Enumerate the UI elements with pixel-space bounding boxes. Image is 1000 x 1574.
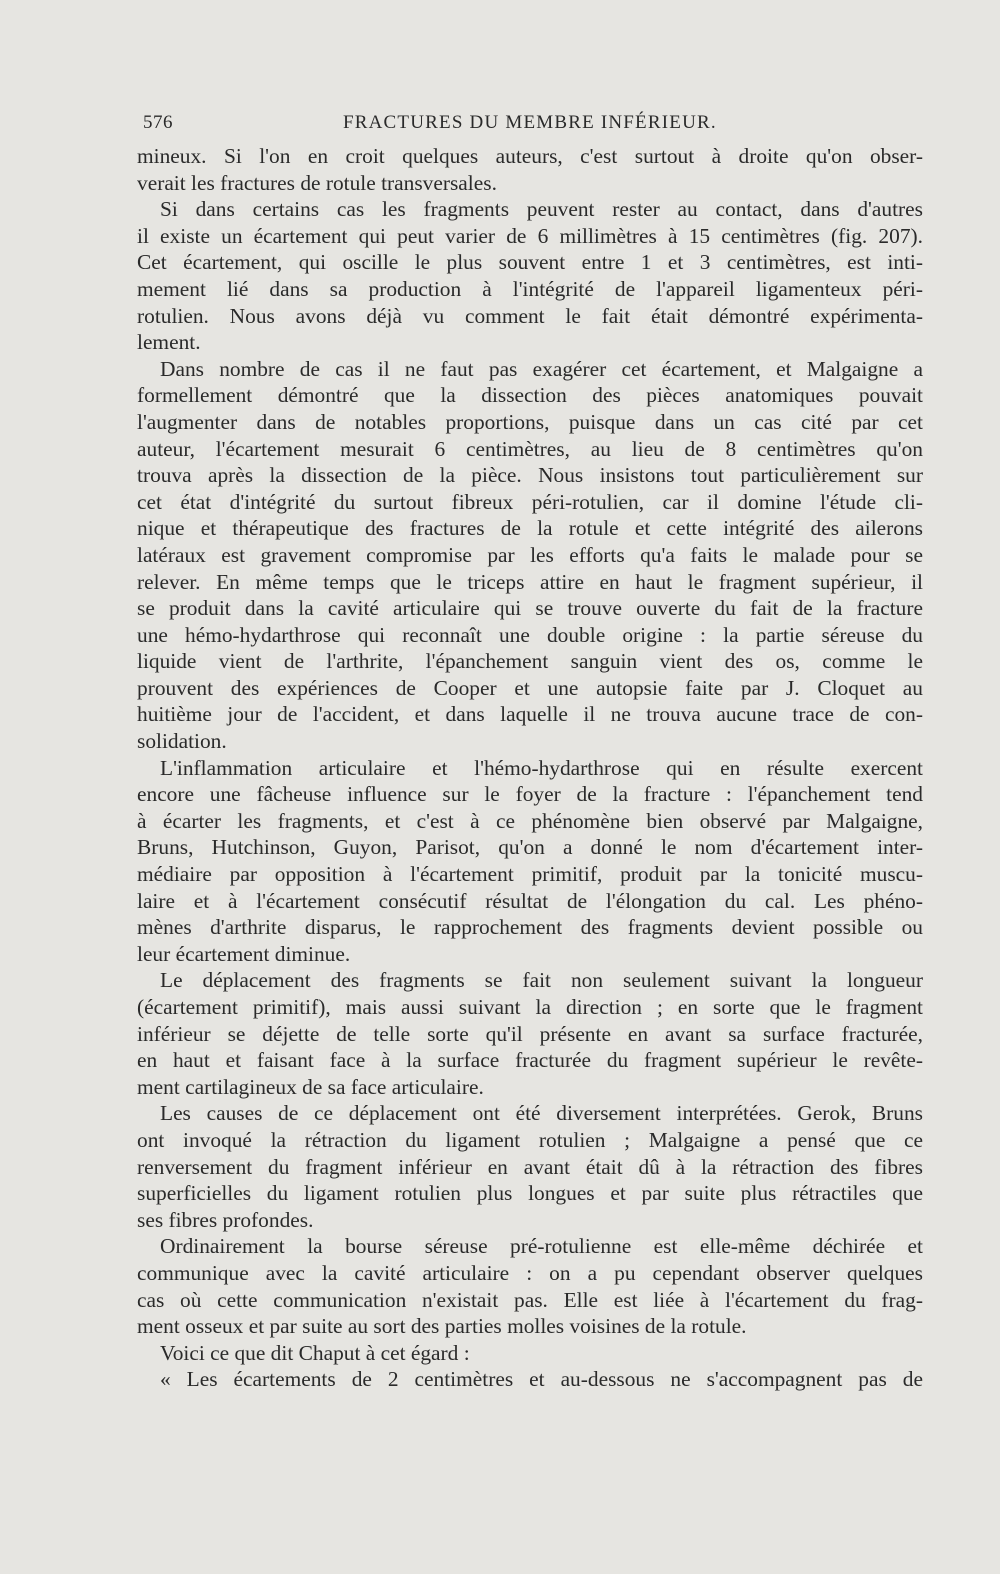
page-header (143, 112, 923, 138)
text-line: formellement démontré que la dissection des pièces anatomiques pouvait (137, 383, 923, 408)
text-line: se produit dans la cavité articulaire qui se trouve ouverte du fait de la fracture (137, 596, 923, 621)
text-line: Dans nombre de cas il ne faut pas exagérer cet écartement, et Malgaigne a (160, 356, 923, 381)
body-text (137, 143, 923, 1393)
text-line: (écartement primitif), mais aussi suivant la direction ; en sorte que le fragment (137, 995, 923, 1019)
text-line: superficielles du ligament rotulien plus longues et par suite plus rétractiles que (137, 1181, 923, 1206)
text-line: liquide vient de l'arthrite, l'épanchement sanguin vient des os, comme le (137, 649, 923, 674)
text-line: nique et thérapeutique des fractures de la rotule et cette intégrité des ailerons (137, 516, 923, 541)
text-line: verait les fractures de rotule transversales. (137, 170, 497, 195)
text-line: mineux. Si l'on en croit quelques auteurs, c'est surtout à droite qu'on obser- (137, 144, 923, 168)
text-line: cet état d'intégrité du surtout fibreux péri-rotulien, car il domine l'étude cli- (137, 489, 923, 514)
text-line: Bruns, Hutchinson, Guyon, Parisot, qu'on a donné le nom d'écartement inter- (137, 835, 923, 860)
text-line: communique avec la cavité articulaire : on a pu cependant observer quelques (137, 1260, 923, 1285)
text-line: « Les écartements de 2 centimètres et au-dessous ne s'accompagnent pas de (160, 1367, 923, 1392)
text-line: encore une fâcheuse influence sur le foyer de la fracture : l'épanchement tend (137, 782, 923, 807)
text-line: ont invoqué la rétraction du ligament rotulien ; Malgaigne a pensé que ce (137, 1127, 923, 1152)
text-line: L'inflammation articulaire et l'hémo-hydarthrose qui en résulte exercent (160, 755, 923, 780)
text-line: Ordinairement la bourse séreuse pré-rotulienne est elle-même déchirée et (160, 1234, 923, 1259)
text-line: en haut et faisant face à la surface fracturée du fragment supérieur le revête- (137, 1048, 923, 1073)
text-line: lement. (137, 330, 201, 355)
page-number: 576 (143, 112, 173, 133)
text-line: trouva après la dissection de la pièce. Nous insistons tout particulièrement sur (137, 463, 923, 488)
text-line: latéraux est gravement compromise par les efforts qu'a faits le malade pour se (137, 542, 923, 567)
text-line: ses fibres profondes. (137, 1207, 314, 1232)
text-line: auteur, l'écartement mesurait 6 centimètres, au lieu de 8 centimètres qu'on (137, 436, 923, 461)
text-line: l'augmenter dans de notables proportions, puisque dans un cas cité par cet (137, 409, 923, 434)
text-line: prouvent des expériences de Cooper et une autopsie faite par J. Cloquet au (137, 675, 923, 700)
text-line: Si dans certains cas les fragments peuvent rester au contact, dans d'autres (160, 197, 923, 222)
text-line: renversement du fragment inférieur en avant était dû à la rétraction des fibres (137, 1154, 923, 1179)
text-line: solidation. (137, 729, 227, 754)
text-line: relever. En même temps que le triceps attire en haut le fragment supérieur, il (137, 569, 923, 594)
text-line: cas où cette communication n'existait pas. Elle est liée à l'écartement du frag- (137, 1287, 923, 1312)
text-line: Le déplacement des fragments se fait non seulement suivant la longueur (160, 968, 923, 993)
text-line: Voici ce que dit Chaput à cet égard : (160, 1340, 470, 1365)
text-line: rotulien. Nous avons déjà vu comment le fait était démontré expérimenta- (137, 303, 923, 328)
running-title: FRACTURES DU MEMBRE INFÉRIEUR. (343, 112, 717, 133)
text-line: une hémo-hydarthrose qui reconnaît une double origine : la partie séreuse du (137, 622, 923, 647)
text-line: ment cartilagineux de sa face articulaire. (137, 1074, 484, 1099)
text-line: il existe un écartement qui peut varier de 6 millimètres à 15 centimètres (fig. 207). (137, 223, 923, 248)
text-line: médiaire par opposition à l'écartement primitif, produit par la tonicité muscu- (137, 862, 923, 887)
text-line: leur écartement diminue. (137, 941, 351, 966)
text-line: à écarter les fragments, et c'est à ce phénomène bien observé par Malgaigne, (137, 808, 923, 833)
text-line: mement lié dans sa production à l'intégrité de l'appareil ligamenteux péri- (137, 276, 923, 301)
text-line: laire et à l'écartement consécutif résultat de l'élongation du cal. Les phéno- (137, 888, 923, 913)
text-line: Les causes de ce déplacement ont été diversement interprétées. Gerok, Bruns (160, 1101, 923, 1126)
text-line: huitième jour de l'accident, et dans laquelle il ne trouva aucune trace de con- (137, 702, 923, 727)
text-line: Cet écartement, qui oscille le plus souvent entre 1 et 3 centimètres, est inti- (137, 250, 923, 275)
text-line: mènes d'arthrite disparus, le rapprochement des fragments devient possible ou (137, 915, 923, 940)
text-line: inférieur se déjette de telle sorte qu'il présente en avant sa surface fracturée, (137, 1021, 923, 1046)
text-line: ment osseux et par suite au sort des parties molles voisines de la rotule. (137, 1314, 747, 1339)
